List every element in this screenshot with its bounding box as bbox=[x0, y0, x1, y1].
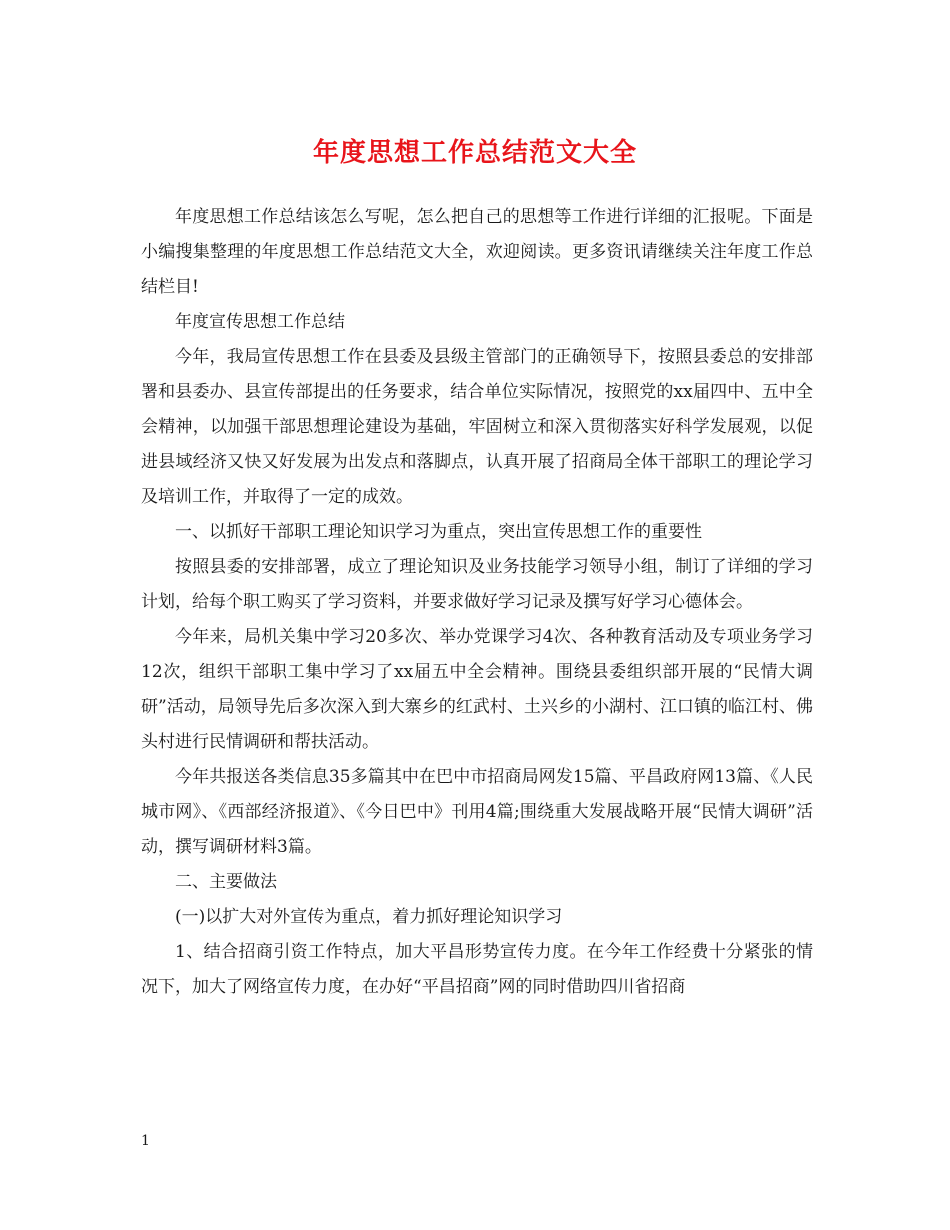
section-heading: 一、以抓好干部职工理论知识学习为重点，突出宣传思想工作的重要性 bbox=[175, 522, 702, 542]
section-heading: 二、主要做法 bbox=[175, 872, 277, 892]
subsection-heading: (一)以扩大对外宣传为重点，着力抓好理论知识学习 bbox=[175, 907, 563, 927]
document-body bbox=[141, 200, 813, 1005]
body-paragraph: 今年来，局机关集中学习20多次、举办党课学习4次、各种教育活动及专项业务学习12次，组织干部职工集中学习了xx届五中全会精神。围绕县委组织部开展的“民情大调研”活动，局领导先后多次深入到大寨乡的红武村、土兴乡的小湖村、江口镇的临江村、佛头村进行民情调研和帮扶活动。 bbox=[141, 627, 813, 752]
body-paragraph: 今年共报送各类信息35多篇其中在巴中市招商局网发15篇、平昌政府网13篇、《人民城市网》、《西部经济报道》、《今日巴中》刊用4篇;围绕重大发展战略开展“民情大调研”活动，撰写调研材料3篇。 bbox=[141, 767, 813, 857]
body-paragraph: 1、结合招商引资工作特点，加大平昌形势宣传力度。在今年工作经费十分紧张的情况下，加大了网络宣传力度，在办好“平昌招商”网的同时借助四川省招商 bbox=[141, 942, 813, 997]
section-heading: 年度宣传思想工作总结 bbox=[175, 312, 345, 332]
page-number: 1 bbox=[141, 1133, 150, 1149]
intro-paragraph: 年度思想工作总结该怎么写呢，怎么把自己的思想等工作进行详细的汇报呢。下面是小编搜集整理的年度思想工作总结范文大全，欢迎阅读。更多资讯请继续关注年度工作总结栏目! bbox=[141, 207, 813, 297]
body-paragraph: 按照县委的安排部署，成立了理论知识及业务技能学习领导小组，制订了详细的学习计划，给每个职工购买了学习资料，并要求做好学习记录及撰写好学习心德体会。 bbox=[141, 557, 813, 612]
body-paragraph: 今年，我局宣传思想工作在县委及县级主管部门的正确领导下，按照县委总的安排部署和县委办、县宣传部提出的任务要求，结合单位实际情况，按照党的xx届四中、五中全会精神，以加强干部思想理论建设为基础，牢固树立和深入贯彻落实好科学发展观，以促进县域经济又快又好发展为出发点和落脚点，认真开展了招商局全体干部职工的理论学习及培训工作，并取得了一定的成效。 bbox=[141, 347, 813, 507]
document-title: 年度思想工作总结范文大全 bbox=[312, 138, 637, 168]
